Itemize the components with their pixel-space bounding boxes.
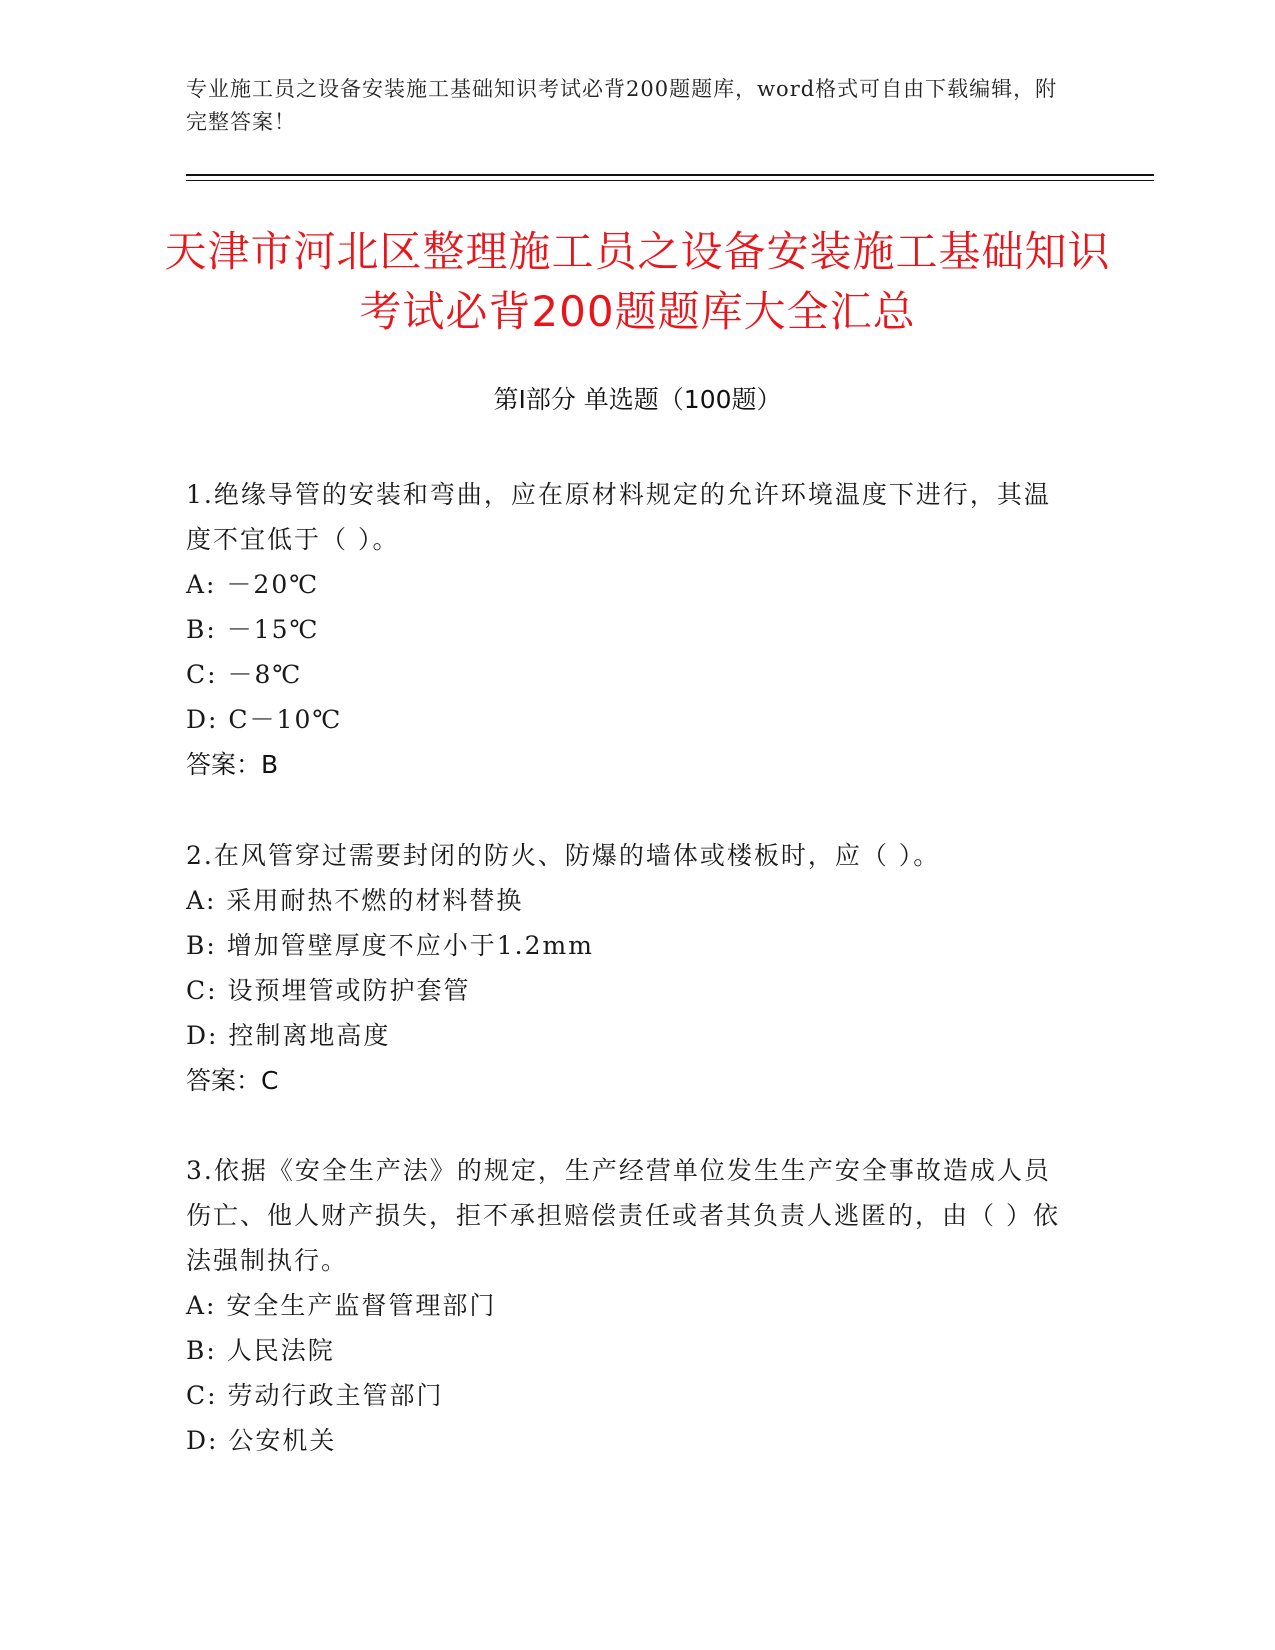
option-d: D: C－10℃: [186, 705, 343, 734]
header-rule-thin: [186, 180, 1154, 181]
option-d: D: 公安机关: [186, 1426, 337, 1455]
option-c: C: 劳动行政主管部门: [186, 1381, 444, 1410]
section-heading: 第Ⅰ部分 单选题（100题）: [493, 385, 782, 414]
option-b: B: －15℃: [186, 615, 320, 644]
question-3: [186, 1148, 1066, 1463]
option-c: C: 设预埋管或防护套管: [186, 976, 471, 1005]
option-a: A: 安全生产监督管理部门: [186, 1291, 497, 1320]
answer: 答案：C: [186, 1066, 279, 1095]
header-note: 专业施工员之设备安装施工基础知识考试必背200题题库，word格式可自由下载编辑，附完整答案！: [186, 77, 1058, 134]
question-stem: 2.在风管穿过需要封闭的防火、防爆的墙体或楼板时，应（ ）。: [186, 841, 941, 870]
option-d: D: 控制离地高度: [186, 1021, 391, 1050]
option-b: B: 增加管壁厚度不应小于1.2mm: [186, 931, 594, 960]
question-1: [186, 472, 1066, 787]
question-stem: 3.依据《安全生产法》的规定，生产经营单位发生生产安全事故造成人员伤亡、他人财产损失，拒不承担赔偿责任或者其负责人逃匿的，由（ ）依法强制执行。: [186, 1156, 1060, 1275]
option-a: A: －20℃: [186, 570, 320, 599]
option-c: C: －8℃: [186, 660, 303, 689]
question-stem: 1.绝缘导管的安装和弯曲，应在原材料规定的允许环境温度下进行，其温度不宜低于（ ）。: [186, 480, 1051, 554]
question-2: [186, 833, 1066, 1103]
option-b: B: 人民法院: [186, 1336, 335, 1365]
header-rule-thick: [186, 174, 1154, 176]
answer: 答案：B: [186, 750, 279, 779]
option-a: A: 采用耐热不燃的材料替换: [186, 886, 524, 915]
document-title: 天津市河北区整理施工员之设备安装施工基础知识考试必背200题题库大全汇总: [164, 227, 1111, 336]
